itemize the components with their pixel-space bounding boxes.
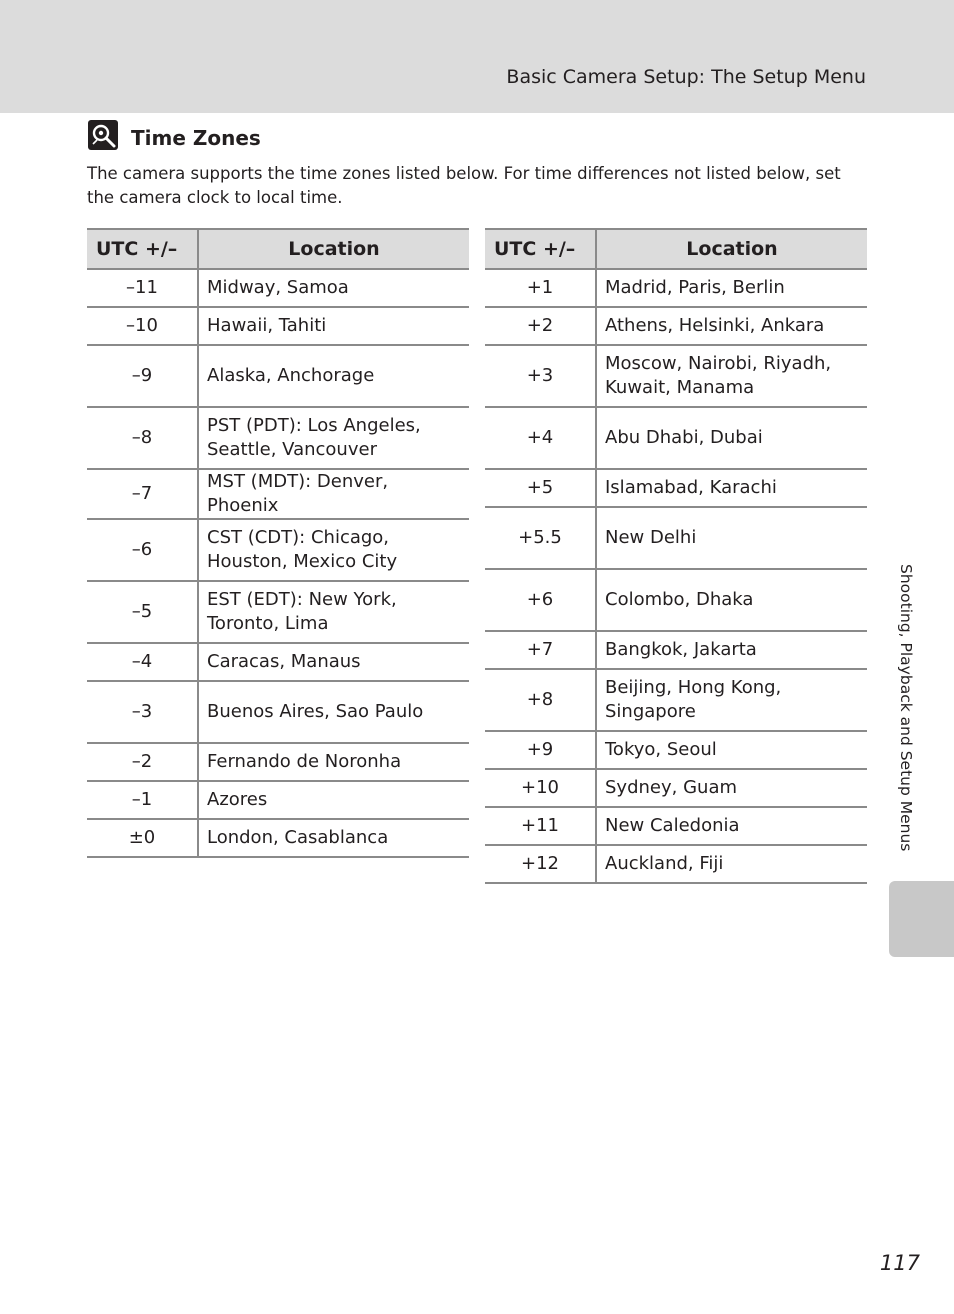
location-cell: Beijing, Hong Kong, Singapore (596, 669, 867, 731)
table-row (485, 345, 867, 407)
table-header-row (87, 229, 469, 269)
utc-offset-cell: +4 (485, 407, 596, 469)
utc-offset-cell: –11 (87, 269, 198, 307)
location-cell: Abu Dhabi, Dubai (596, 407, 867, 469)
location-cell: Auckland, Fiji (596, 845, 867, 883)
utc-offset-cell: +6 (485, 569, 596, 631)
utc-offset-cell: –5 (87, 581, 198, 643)
utc-offset-cell: –4 (87, 643, 198, 681)
utc-offset-cell: –3 (87, 681, 198, 743)
table-row (87, 269, 469, 307)
location-cell: Islamabad, Karachi (596, 469, 867, 507)
location-column-header: Location (198, 229, 469, 269)
table-row (485, 807, 867, 845)
table-row (87, 407, 469, 469)
location-cell: New Caledonia (596, 807, 867, 845)
location-cell: Colombo, Dhaka (596, 569, 867, 631)
utc-offset-cell: –10 (87, 307, 198, 345)
table-row (485, 507, 867, 569)
table-row (485, 307, 867, 345)
utc-column-header: UTC +/– (87, 229, 198, 269)
location-cell: London, Casablanca (198, 819, 469, 857)
table-row (87, 681, 469, 743)
utc-offset-cell: +11 (485, 807, 596, 845)
utc-offset-cell: +12 (485, 845, 596, 883)
location-cell: Alaska, Anchorage (198, 345, 469, 407)
header-title: Basic Camera Setup: The Setup Menu (506, 66, 866, 88)
utc-offset-cell: –1 (87, 781, 198, 819)
time-zone-table-west (87, 228, 469, 858)
table-header-row (485, 229, 867, 269)
table-row (87, 643, 469, 681)
table-row (485, 845, 867, 883)
table-row (87, 743, 469, 781)
table-row (485, 469, 867, 507)
location-cell: EST (EDT): New York, Toronto, Lima (198, 581, 469, 643)
utc-offset-cell: –9 (87, 345, 198, 407)
table-row (87, 581, 469, 643)
utc-offset-cell: +8 (485, 669, 596, 731)
utc-offset-cell: +7 (485, 631, 596, 669)
utc-offset-cell: +9 (485, 731, 596, 769)
table-row (87, 519, 469, 581)
utc-offset-cell: –7 (87, 469, 198, 519)
intro-paragraph: The camera supports the time zones listed below. For time differences not listed below, set the camera clock to local time. (87, 164, 841, 207)
time-zone-table-east (485, 228, 867, 884)
utc-offset-cell: –6 (87, 519, 198, 581)
utc-offset-cell: –2 (87, 743, 198, 781)
location-cell: Bangkok, Jakarta (596, 631, 867, 669)
table-row (485, 769, 867, 807)
table-row (87, 345, 469, 407)
location-cell: CST (CDT): Chicago, Houston, Mexico City (198, 519, 469, 581)
utc-offset-cell: +10 (485, 769, 596, 807)
location-cell: Hawaii, Tahiti (198, 307, 469, 345)
location-cell: Caracas, Manaus (198, 643, 469, 681)
location-cell: Tokyo, Seoul (596, 731, 867, 769)
location-cell: Moscow, Nairobi, Riyadh, Kuwait, Manama (596, 345, 867, 407)
utc-offset-cell: +1 (485, 269, 596, 307)
section-title: Time Zones (131, 126, 261, 150)
location-cell: Madrid, Paris, Berlin (596, 269, 867, 307)
utc-offset-cell: +3 (485, 345, 596, 407)
utc-offset-cell: ±0 (87, 819, 198, 857)
table-row (485, 269, 867, 307)
table-row (485, 731, 867, 769)
location-cell: Buenos Aires, Sao Paulo (198, 681, 469, 743)
table-row (485, 669, 867, 731)
table-row (87, 781, 469, 819)
header-band (0, 0, 954, 113)
location-cell: Sydney, Guam (596, 769, 867, 807)
utc-offset-cell: +5.5 (485, 507, 596, 569)
chapter-side-label: Shooting, Playback and Setup Menus (897, 564, 915, 852)
table-row (485, 569, 867, 631)
table-row (87, 819, 469, 857)
location-cell: Athens, Helsinki, Ankara (596, 307, 867, 345)
utc-offset-cell: +2 (485, 307, 596, 345)
wrench-settings-icon (88, 120, 118, 150)
location-cell: PST (PDT): Los Angeles, Seattle, Vancouver (198, 407, 469, 469)
location-column-header: Location (596, 229, 867, 269)
location-cell: New Delhi (596, 507, 867, 569)
location-cell: Midway, Samoa (198, 269, 469, 307)
table-row (485, 631, 867, 669)
utc-column-header: UTC +/– (485, 229, 596, 269)
page-number: 117 (879, 1251, 920, 1275)
table-row (87, 307, 469, 345)
utc-offset-cell: –8 (87, 407, 198, 469)
table-row (485, 407, 867, 469)
location-cell: MST (MDT): Denver, Phoenix (198, 469, 469, 519)
utc-offset-cell: +5 (485, 469, 596, 507)
location-cell: Azores (198, 781, 469, 819)
chapter-tab-marker (889, 881, 954, 957)
table-row (87, 469, 469, 519)
location-cell: Fernando de Noronha (198, 743, 469, 781)
